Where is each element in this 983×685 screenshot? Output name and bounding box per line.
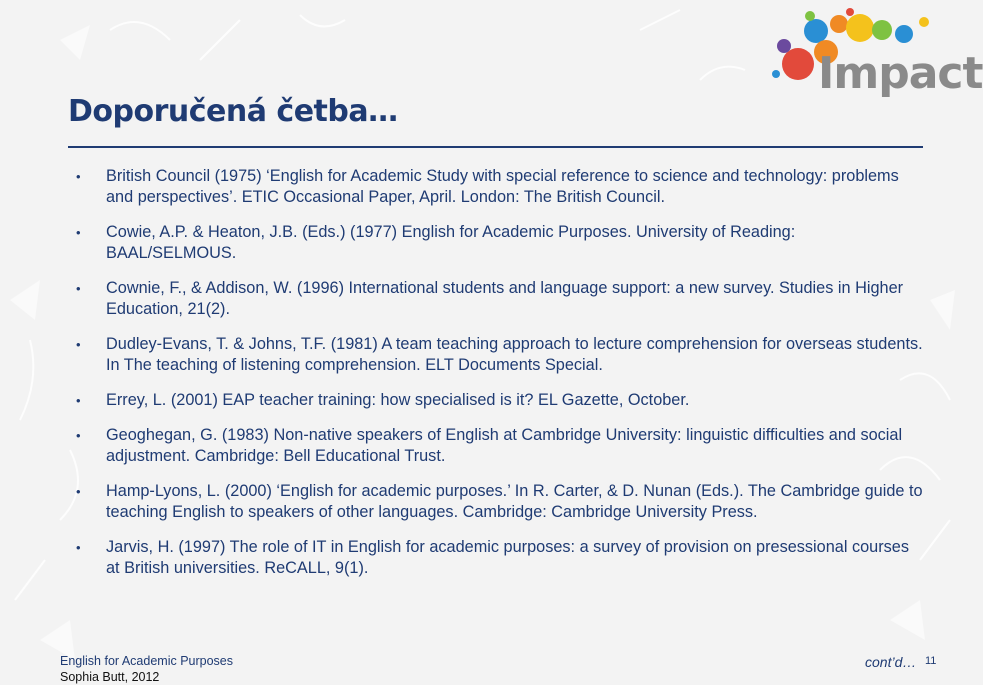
logo-wordmark: Impact (818, 48, 983, 99)
reference-item (74, 537, 924, 579)
reference-item (74, 425, 924, 467)
reference-text: Cowie, A.P. & Heaton, J.B. (Eds.) (1977) English for Academic Purposes. University of Reading: BAAL/SELMOUS. (106, 223, 796, 262)
reference-item (74, 334, 924, 376)
bullet-icon: • (76, 393, 81, 408)
page-number: 11 (925, 655, 937, 667)
reference-text: Geoghegan, G. (1983) Non-native speakers of English at Cambridge University: linguistic difficulties and social adjustment. Cambridge: Bell Educational Trust. (106, 426, 903, 465)
footer-author: Sophia Butt, 2012 (60, 670, 160, 684)
footer-course: English for Academic Purposes (60, 654, 234, 668)
bullet-icon: • (76, 281, 81, 296)
reference-list (74, 166, 924, 593)
bullet-icon: • (76, 225, 81, 240)
footer-credits (60, 653, 233, 685)
bullet-icon: • (76, 484, 81, 499)
continued-label: cont’d… (865, 654, 917, 670)
reference-text: Hamp-Lyons, L. (2000) ‘English for academic purposes.’ In R. Carter, & D. Nunan (Eds.). The Cambridge guide to teaching English to speakers of other languages. Cambridge: Cambridge University Press. (106, 482, 923, 521)
reference-item (74, 222, 924, 264)
reference-text: Dudley-Evans, T. & Johns, T.F. (1981) A team teaching approach to lecture comprehension for overseas students. In The teaching of listening comprehension. ELT Documents Special. (106, 335, 923, 374)
bullet-icon: • (76, 428, 81, 443)
reference-text: Errey, L. (2001) EAP teacher training: how specialised is it? EL Gazette, October. (106, 391, 690, 409)
reference-item (74, 166, 924, 208)
bullet-icon: • (76, 540, 81, 555)
reference-text: British Council (1975) ‘English for Academic Study with special reference to science and technology: problems and perspectives’. ETIC Occasional Paper, April. London: The British Council. (106, 167, 899, 206)
bullet-icon: • (76, 337, 81, 352)
reference-item (74, 278, 924, 320)
reference-item (74, 481, 924, 523)
slide-title: Doporučená četba… (68, 94, 398, 129)
reference-text: Cownie, F., & Addison, W. (1996) International students and language support: a new survey. Studies in Higher Education, 21(2). (106, 279, 904, 318)
reference-item (74, 390, 924, 411)
bullet-icon: • (76, 169, 81, 184)
title-divider (68, 146, 923, 148)
reference-text: Jarvis, H. (1997) The role of IT in English for academic purposes: a survey of provision on presessional courses at British universities. ReCALL, 9(1). (106, 538, 909, 577)
